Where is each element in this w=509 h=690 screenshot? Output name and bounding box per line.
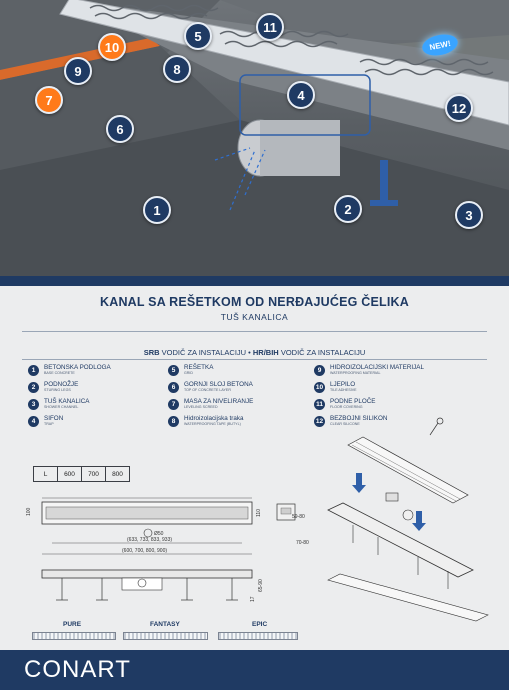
part-item	[314, 379, 357, 395]
part-sublabel: GRID	[184, 370, 193, 375]
grate-sample-epic	[218, 632, 298, 640]
guide-prefix-srb: SRB	[143, 348, 160, 357]
size-cell: L	[34, 467, 58, 482]
part-item	[168, 413, 244, 429]
callout-4: 4	[287, 81, 315, 109]
trap-part	[386, 493, 398, 501]
part-number: 3	[28, 399, 39, 410]
grate-exploded	[348, 437, 468, 503]
channel-exploded	[328, 503, 473, 577]
callout-11: 11	[256, 13, 284, 41]
grate-lower	[328, 574, 488, 621]
installation-guide-title	[0, 348, 509, 357]
hero-bottom-strip	[0, 276, 509, 286]
part-item	[168, 362, 213, 378]
dim-lengths-a: (633, 733, 833, 933)	[127, 537, 173, 543]
drain-pipe	[260, 120, 340, 176]
channel-top-grate	[46, 507, 248, 519]
part-number: 6	[168, 382, 179, 393]
part-sublabel: TILE ADHESIVE	[330, 387, 357, 392]
part-number: 8	[168, 416, 179, 427]
part-sublabel: BASE CONCRETE	[44, 370, 75, 375]
part-number: 1	[28, 365, 39, 376]
part-label: PODNOŽJE	[44, 380, 79, 388]
part-number: 2	[28, 382, 39, 393]
part-item	[28, 413, 63, 429]
callout-2: 2	[334, 195, 362, 223]
part-item	[168, 379, 253, 395]
part-label: GORNJI SLOJ BETONA	[184, 380, 253, 388]
guide-text-hr: VODIČ ZA INSTALACIJU	[278, 348, 366, 357]
part-label: MASA ZA NIVELIRANJE	[184, 397, 254, 405]
dim-lengths-b: (600, 700, 800, 900)	[122, 548, 168, 554]
part-number: 5	[168, 365, 179, 376]
channel-side-view	[42, 570, 252, 578]
part-item	[168, 396, 253, 412]
callout-8: 8	[163, 55, 191, 83]
part-sublabel: TOP OF CONCRETE LAYER	[184, 387, 231, 392]
part-item	[28, 396, 90, 412]
size-cell: 800	[106, 467, 130, 482]
part-sublabel: LEVELING SCREED	[184, 404, 218, 409]
dim-leg-base: 17	[250, 596, 256, 602]
part-number: 12	[315, 417, 324, 425]
technical-drawing-front	[22, 490, 272, 615]
part-label: TUŠ KANALICA	[44, 397, 90, 405]
seal-part	[403, 510, 413, 520]
part-sublabel: CLEAR SILICONE	[330, 421, 360, 426]
callout-3: 3	[455, 201, 483, 229]
part-label: PODNE PLOČE	[330, 397, 376, 405]
brand-logo: CONART	[24, 656, 131, 683]
callout-5: 5	[184, 22, 212, 50]
dim-width: 110	[256, 509, 262, 517]
part-item	[314, 362, 424, 378]
guide-prefix-hr: HR/BIH	[252, 348, 279, 357]
part-sublabel: SHOWER CHANNEL	[44, 404, 79, 409]
grate-label-pure: PURE	[63, 621, 82, 628]
size-cell: 600	[58, 467, 82, 482]
size-table	[33, 466, 130, 482]
part-label: HIDROIZOLACIJSKI MATERIJAL	[330, 363, 425, 371]
guide-text-srb: VODIČ ZA INSTALACIJU •	[159, 348, 253, 357]
part-number: 10	[315, 383, 324, 391]
grate-label-fantasy: FANTASY	[150, 621, 180, 628]
part-item	[28, 379, 78, 395]
size-cell: 700	[82, 467, 106, 482]
dim-side-height: 59-80	[292, 514, 305, 520]
part-item	[28, 362, 111, 378]
part-item	[314, 396, 376, 412]
part-sublabel: WATERPROOFING TAPE (BUTYL)	[184, 421, 241, 426]
callout-12: 12	[445, 94, 473, 122]
hero-illustration	[0, 0, 509, 283]
callout-10: 10	[98, 33, 126, 61]
part-sublabel: FLOOR COVERING	[330, 404, 363, 409]
callout-9: 9	[64, 57, 92, 85]
grate-sample-pure	[32, 632, 116, 640]
new-badge: NEW!	[420, 31, 459, 58]
part-number: 9	[314, 365, 325, 376]
callout-7: 7	[35, 86, 63, 114]
dim-height: 100	[26, 507, 32, 516]
support-leg-foot	[370, 200, 398, 206]
grate-label-epic: EPIC	[252, 621, 268, 628]
grate-sample-fantasy	[123, 632, 208, 640]
part-number: 11	[314, 399, 325, 410]
drain-symbol	[144, 529, 152, 537]
part-sublabel: TRAP	[44, 421, 54, 426]
grate-section	[281, 508, 291, 514]
part-number: 7	[168, 399, 179, 410]
lift-key-ring	[437, 418, 443, 424]
callout-6: 6	[106, 115, 134, 143]
exploded-assembly	[318, 415, 503, 625]
part-sublabel: STURING LEGS	[44, 387, 71, 392]
technical-drawing-section	[272, 498, 318, 558]
part-label: REŠETKA	[184, 363, 214, 371]
part-number: 4	[28, 416, 39, 427]
callout-1: 1	[143, 196, 171, 224]
part-label: SIFON	[44, 414, 64, 422]
dim-drain: Ø50	[154, 531, 164, 537]
support-leg	[380, 160, 388, 200]
divider	[22, 359, 487, 360]
part-label: LJEPILO	[330, 380, 356, 388]
part-label: BETONSKA PODLOGA	[44, 363, 111, 371]
product-title: KANAL SA REŠETKOM OD NERĐAJUĆEG ČELIKA	[99, 295, 409, 309]
divider	[22, 331, 487, 332]
dim-side-width: 70-80	[296, 540, 309, 546]
part-label: Hidroizolacijska traka	[184, 414, 244, 422]
lift-key	[430, 423, 438, 435]
part-sublabel: WATERPROOFING MATERIAL	[330, 370, 381, 375]
trap-side-view	[122, 578, 162, 590]
part-label: BEZBOJNI SILIKON	[330, 414, 388, 422]
product-subtitle: TUŠ KANALICA	[220, 312, 289, 322]
dim-leg-height: 65-90	[258, 579, 264, 592]
